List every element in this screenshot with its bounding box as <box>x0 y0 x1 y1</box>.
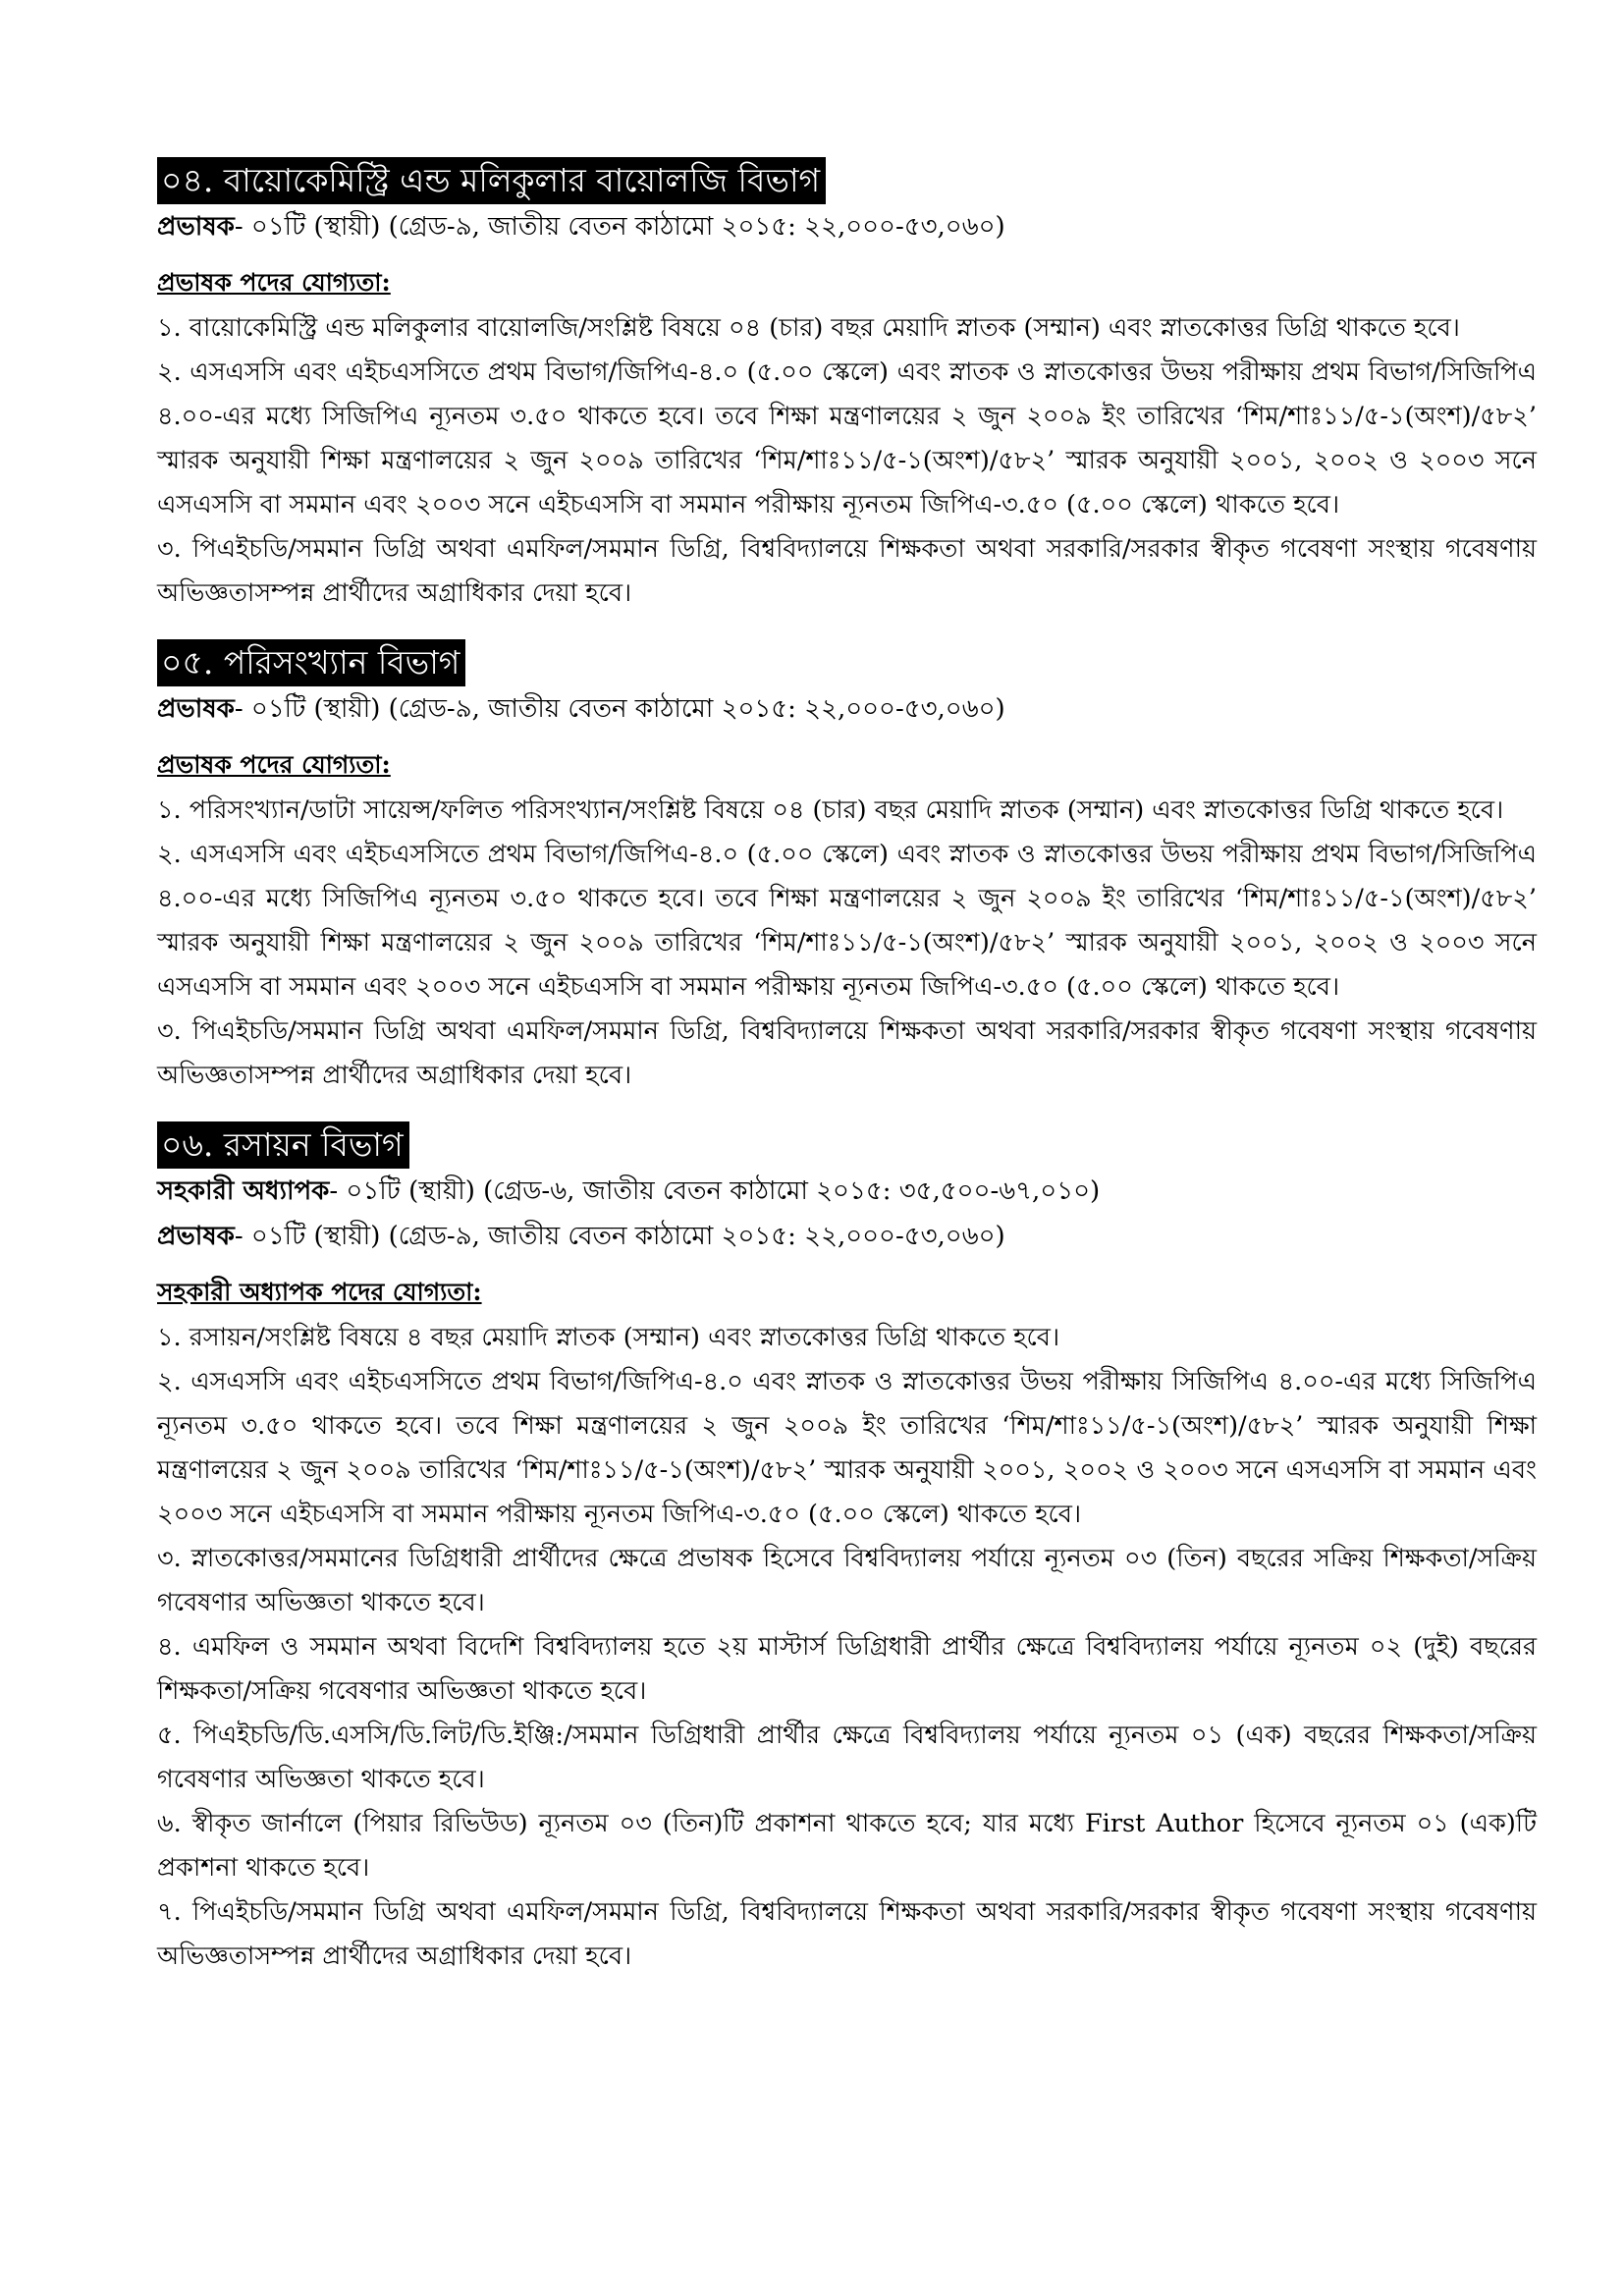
post-title: প্রভাষক <box>157 212 235 242</box>
post-line <box>157 204 1537 249</box>
qualification-item: ১. পরিসংখ্যান/ডাটা সায়েন্স/ফলিত পরিসংখ্যান/সংশ্লিষ্ট বিষয়ে ০৪ (চার) বছর মেয়াদি স্নাতক (সম্মান) এবং স্নাতকোত্তর ডিগ্রি থাকতে হবে। <box>157 795 1504 825</box>
department-heading: ০৫. পরিসংখ্যান বিভাগ <box>157 639 465 686</box>
qualification-item: ৬. স্বীকৃত জার্নালে (পিয়ার রিভিউড) ন্যূনতম ০৩ (তিন)টি প্রকাশনা থাকতে হবে; যার মধ্যে First Author হিসেবে ন্যূনতম ০১ (এক)টি প্রকাশনা থাকতে হবে। <box>157 1809 1537 1883</box>
qualification-item: ১. রসায়ন/সংশ্লিষ্ট বিষয়ে ৪ বছর মেয়াদি স্নাতক (সম্মান) এবং স্নাতকোত্তর ডিগ্রি থাকতে হবে। <box>157 1323 1060 1352</box>
post-line <box>157 1169 1537 1214</box>
post-title: প্রভাষক <box>157 1222 235 1251</box>
qualification-heading: সহকারী অধ্যাপক পদের যোগ্যতা: <box>157 1278 482 1306</box>
qualification-item: ৩. পিএইচডি/সমমান ডিগ্রি অথবা এমফিল/সমমান ডিগ্রি, বিশ্ববিদ্যালয়ে শিক্ষকতা অথবা সরকারি/সরকার স্বীকৃত গবেষণা সংস্থায় গবেষণায় অভিজ্ঞতাসম্পন্ন প্রার্থীদের অগ্রাধিকার দেয়া হবে। <box>157 1016 1537 1090</box>
qualification-item: ১. বায়োকেমিস্ট্রি এন্ড মলিকুলার বায়োলজি/সংশ্লিষ্ট বিষয়ে ০৪ (চার) বছর মেয়াদি স্নাতক (সম্মান) এবং স্নাতকোত্তর ডিগ্রি থাকতে হবে। <box>157 313 1460 343</box>
qualification-item: ২. এসএসসি এবং এইচএসসিতে প্রথম বিভাগ/জিপিএ-৪.০ (৫.০০ স্কেলে) এবং স্নাতক ও স্নাতকোত্তর উভয় পরীক্ষায় প্রথম বিভাগ/সিজিপিএ ৪.০০-এর মধ্যে সিজিপিএ ন্যূনতম ৩.৫০ থাকতে হবে। তবে শিক্ষা মন্ত্রণালয়ের ২ জুন ২০০৯ ইং তারিখের ‘শিম/শাঃ১১/৫-১(অংশ)/৫৮২’ স্মারক অনুযায়ী শিক্ষা মন্ত্রণালয়ের ২ জুন ২০০৯ তারিখের ‘শিম/শাঃ১১/৫-১(অংশ)/৫৮২’ স্মারক অনুযায়ী ২০০১, ২০০২ ও ২০০৩ সনে এসএসসি বা সমমান এবং ২০০৩ সনে এইচএসসি বা সমমান পরীক্ষায় ন্যূনতম জিপিএ-৩.৫০ (৫.০০ স্কেলে) থাকতে হবে। <box>157 357 1537 519</box>
post-detail: - ০১টি (স্থায়ী) (গ্রেড-৯, জাতীয় বেতন কাঠামো ২০১৫: ২২,০০০-৫৩,০৬০) <box>234 1222 1005 1251</box>
post-line <box>157 686 1537 732</box>
qualification-item: ২. এসএসসি এবং এইচএসসিতে প্রথম বিভাগ/জিপিএ-৪.০ এবং স্নাতক ও স্নাতকোত্তর উভয় পরীক্ষায় সিজিপিএ ৪.০০-এর মধ্যে সিজিপিএ ন্যূনতম ৩.৫০ থাকতে হবে। তবে শিক্ষা মন্ত্রণালয়ের ২ জুন ২০০৯ ইং তারিখের ‘শিম/শাঃ১১/৫-১(অংশ)/৫৮২’ স্মারক অনুযায়ী শিক্ষা মন্ত্রণালয়ের ২ জুন ২০০৯ তারিখের ‘শিম/শাঃ১১/৫-১(অংশ)/৫৮২’ স্মারক অনুযায়ী ২০০১, ২০০২ ও ২০০৩ সনে এসএসসি বা সমমান এবং ২০০৩ সনে এইচএসসি বা সমমান পরীক্ষায় ন্যূনতম জিপিএ-৩.৫০ (৫.০০ স্কেলে) থাকতে হবে। <box>157 1367 1537 1529</box>
post-detail: - ০১টি (স্থায়ী) (গ্রেড-৬, জাতীয় বেতন কাঠামো ২০১৫: ৩৫,৫০০-৬৭,০১০) <box>329 1176 1101 1206</box>
post-title: সহকারী অধ্যাপক <box>157 1176 330 1206</box>
section-statistics <box>157 639 1537 1098</box>
qualification-item: ৩. পিএইচডি/সমমান ডিগ্রি অথবা এমফিল/সমমান ডিগ্রি, বিশ্ববিদ্যালয়ে শিক্ষকতা অথবা সরকারি/সরকার স্বীকৃত গবেষণা সংস্থায় গবেষণায় অভিজ্ঞতাসম্পন্ন প্রার্থীদের অগ্রাধিকার দেয়া হবে। <box>157 534 1537 608</box>
qualification-item: ৩. স্নাতকোত্তর/সমমানের ডিগ্রিধারী প্রার্থীদের ক্ষেত্রে প্রভাষক হিসেবে বিশ্ববিদ্যালয় পর্যায়ে ন্যূনতম ০৩ (তিন) বছরের সক্রিয় শিক্ষকতা/সক্রিয় গবেষণার অভিজ্ঞতা থাকতে হবে। <box>157 1544 1537 1617</box>
department-heading: ০৬. রসায়ন বিভাগ <box>157 1121 409 1169</box>
post-detail: - ০১টি (স্থায়ী) (গ্রেড-৯, জাতীয় বেতন কাঠামো ২০১৫: ২২,০০০-৫৩,০৬০) <box>234 694 1005 724</box>
post-detail: - ০১টি (স্থায়ী) (গ্রেড-৯, জাতীয় বেতন কাঠামো ২০১৫: ২২,০০০-৫৩,০৬০) <box>234 212 1005 242</box>
section-biochemistry <box>157 157 1537 616</box>
section-chemistry <box>157 1121 1537 1979</box>
qualification-item: ৫. পিএইচডি/ডি.এসসি/ডি.লিট/ডি.ইঞ্জি:/সমমান ডিগ্রিধারী প্রার্থীর ক্ষেত্রে বিশ্ববিদ্যালয় পর্যায়ে ন্যূনতম ০১ (এক) বছরের শিক্ষকতা/সক্রিয় গবেষণার অভিজ্ঞতা থাকতে হবে। <box>157 1721 1537 1794</box>
qualification-heading: প্রভাষক পদের যোগ্যতা: <box>157 750 391 779</box>
qualification-item: ৪. এমফিল ও সমমান অথবা বিদেশি বিশ্ববিদ্যালয় হতে ২য় মাস্টার্স ডিগ্রিধারী প্রার্থীর ক্ষেত্রে বিশ্ববিদ্যালয় পর্যায়ে ন্যূনতম ০২ (দুই) বছরের শিক্ষকতা/সক্রিয় গবেষণার অভিজ্ঞতা থাকতে হবে। <box>157 1632 1537 1706</box>
qualification-item: ২. এসএসসি এবং এইচএসসিতে প্রথম বিভাগ/জিপিএ-৪.০ (৫.০০ স্কেলে) এবং স্নাতক ও স্নাতকোত্তর উভয় পরীক্ষায় প্রথম বিভাগ/সিজিপিএ ৪.০০-এর মধ্যে সিজিপিএ ন্যূনতম ৩.৫০ থাকতে হবে। তবে শিক্ষা মন্ত্রণালয়ের ২ জুন ২০০৯ ইং তারিখের ‘শিম/শাঃ১১/৫-১(অংশ)/৫৮২’ স্মারক অনুযায়ী শিক্ষা মন্ত্রণালয়ের ২ জুন ২০০৯ তারিখের ‘শিম/শাঃ১১/৫-১(অংশ)/৫৮২’ স্মারক অনুযায়ী ২০০১, ২০০২ ও ২০০৩ সনে এসএসসি বা সমমান এবং ২০০৩ সনে এইচএসসি বা সমমান পরীক্ষায় ন্যূনতম জিপিএ-৩.৫০ (৫.০০ স্কেলে) থাকতে হবে। <box>157 840 1537 1002</box>
post-title: প্রভাষক <box>157 694 235 724</box>
document-page <box>157 157 1537 2002</box>
post-line <box>157 1214 1537 1259</box>
qualification-item: ৭. পিএইচডি/সমমান ডিগ্রি অথবা এমফিল/সমমান ডিগ্রি, বিশ্ববিদ্যালয়ে শিক্ষকতা অথবা সরকারি/সরকার স্বীকৃত গবেষণা সংস্থায় গবেষণায় অভিজ্ঞতাসম্পন্ন প্রার্থীদের অগ্রাধিকার দেয়া হবে। <box>157 1897 1537 1971</box>
qualification-heading: প্রভাষক পদের যোগ্যতা: <box>157 268 391 297</box>
department-heading: ০৪. বায়োকেমিস্ট্রি এন্ড মলিকুলার বায়োলজি বিভাগ <box>157 157 826 204</box>
